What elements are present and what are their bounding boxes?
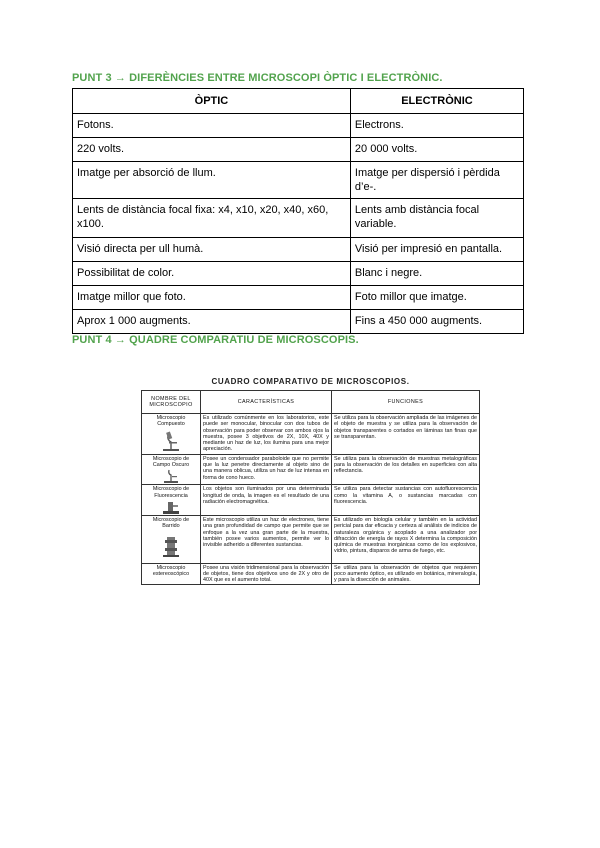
cell-electronic: Foto millor que imatge. xyxy=(350,286,523,310)
table-row xyxy=(73,199,524,238)
scan-header-name: NOMBRE DEL MICROSCOPIO xyxy=(142,391,201,414)
scan-characteristics-cell: Es utilizado comúnmente en los laboratorios, este puede ser monocular, binocular con dos tubos de observación para poder observar con ambos ojos la muestra, posee 3 objetivos de 2X, 10X, 40X y mediante un haz de luz, los ilumina para una mejor apreciación. xyxy=(201,414,332,455)
punt4-heading: PUNT 4 → QUADRE COMPARATIU DE MICROSCOPIS. xyxy=(72,334,359,346)
microscope-name: Microscopio de Fluorescencia xyxy=(152,486,190,499)
scan-title: CUADRO COMPARATIVO DE MICROSCOPIOS. xyxy=(211,377,410,386)
scan-table xyxy=(141,390,480,585)
cell-optic: Visió directa per ull humà. xyxy=(73,238,351,262)
cell-electronic: Blanc i negre. xyxy=(350,262,523,286)
compound-microscope-icon xyxy=(158,430,184,452)
scan-functions-cell: Se utiliza para la observación de muestras metalográficas para la observación de los detalles en superficies con alta reflectancia. xyxy=(332,454,480,485)
scan-name-cell xyxy=(142,563,201,585)
scan-name-cell xyxy=(142,515,201,563)
table-row xyxy=(142,485,480,516)
cell-optic: Aprox 1 000 augments. xyxy=(73,310,351,334)
cell-electronic: Fins a 450 000 augments. xyxy=(350,310,523,334)
cell-optic: Imatge millor que foto. xyxy=(73,286,351,310)
cell-electronic: Imatge per dispersió i pèrdida d’e-. xyxy=(350,162,523,199)
table-row xyxy=(73,238,524,262)
table-row xyxy=(142,515,480,563)
scan-name-cell xyxy=(142,414,201,455)
table-row xyxy=(142,414,480,455)
table-row xyxy=(142,454,480,485)
header-electronic: ELECTRÒNIC xyxy=(350,89,523,114)
scan-characteristics-cell: Posee un condensador paraboloide que no permite que la luz penetre directamente al objeto sino de una manera oblicua, utiliza un haz de luz intensa en forma de cono hueco. xyxy=(201,454,332,485)
scan-characteristics-cell: Este microscopio utiliza un haz de electrones, tiene una gran profundidad de campo que permite que se enfoque a la vez una gran parte de la muestra, también posee varios aumentos, permite ver lo invisible adherido a diferentes sustancias. xyxy=(201,515,332,563)
table-row xyxy=(73,162,524,199)
cell-electronic: Visió per impresió en pantalla. xyxy=(350,238,523,262)
table-row xyxy=(73,262,524,286)
embedded-comparison-image xyxy=(138,374,483,666)
cell-electronic: Electrons. xyxy=(350,114,523,138)
header-optic: ÒPTIC xyxy=(73,89,351,114)
scan-functions-cell: Se utiliza para detectar sustancias con autofluorescencia como la vitamina A, o sustancias marcadas con fluorescencia. xyxy=(332,485,480,516)
comparison-table-optic-electronic xyxy=(72,88,524,334)
scan-functions-cell: Se utiliza para la observación ampliada de las imágenes de el objeto de muestra y se utiliza para la observación de objetos transparentes o cortados en láminas tan finas que se transparentan. xyxy=(332,414,480,455)
scan-functions-cell: Se utiliza para la observación de objetos que requieren poco aumento óptico, es utilizado en botánica, mineralogía, y para la disección de animales. xyxy=(332,563,480,585)
punt3-heading: PUNT 3 → DIFERÈNCIES ENTRE MICROSCOPI ÒPTIC I ELECTRÒNIC. xyxy=(72,72,443,84)
scan-characteristics-cell: Los objetos son iluminados por una determinada longitud de onda, la imagen es el resultado de una radiación electromagnética. xyxy=(201,485,332,516)
table-row xyxy=(73,114,524,138)
darkfield-microscope-icon xyxy=(160,469,182,483)
cell-optic: Lents de distància focal fixa: x4, x10, x20, x40, x60, x100. xyxy=(73,199,351,238)
cell-optic: Imatge per absorció de llum. xyxy=(73,162,351,199)
microscope-name: Microscopio de Barrido xyxy=(152,516,190,530)
microscope-name: Microscopio de Campo Oscuro xyxy=(152,455,190,469)
microscope-name: Microscopio Compuesto xyxy=(156,415,186,428)
cell-optic: Fotons. xyxy=(73,114,351,138)
scan-name-cell xyxy=(142,485,201,516)
cell-optic: Possibilitat de color. xyxy=(73,262,351,286)
table-row xyxy=(73,310,524,334)
scan-name-cell xyxy=(142,454,201,485)
table-header-row xyxy=(73,89,524,114)
microscope-name: Microscopio estereoscópico xyxy=(152,564,190,577)
scan-header-characteristics: CARACTERÍSTICAS xyxy=(201,391,332,414)
scan-header-row xyxy=(142,391,480,414)
scanning-microscope-icon xyxy=(158,532,184,562)
table-row xyxy=(73,138,524,162)
cell-optic: 220 volts. xyxy=(73,138,351,162)
scan-header-functions: FUNCIONES xyxy=(332,391,480,414)
table-row xyxy=(73,286,524,310)
scan-functions-cell: Es utilizado en biología celular y también en la actividad pericial para dar eficacia y certeza al análisis de indicios de naturaleza orgánica y acoplado a una analizador por difracción de energía de rayos X determina la composición química de muestras inorgánicas como de los explosivos, vidrio, pintura, disparos de arma de fuego, etc. xyxy=(332,515,480,563)
scan-characteristics-cell: Posee una visión tridimensional para la observación de objetos, tiene dos objetivos uno de 2X y otro de 40X que es el aumento total. xyxy=(201,563,332,585)
cell-electronic: Lents amb distància focal variable. xyxy=(350,199,523,238)
fluorescence-microscope-icon xyxy=(160,500,182,514)
table-row xyxy=(142,563,480,585)
cell-electronic: 20 000 volts. xyxy=(350,138,523,162)
